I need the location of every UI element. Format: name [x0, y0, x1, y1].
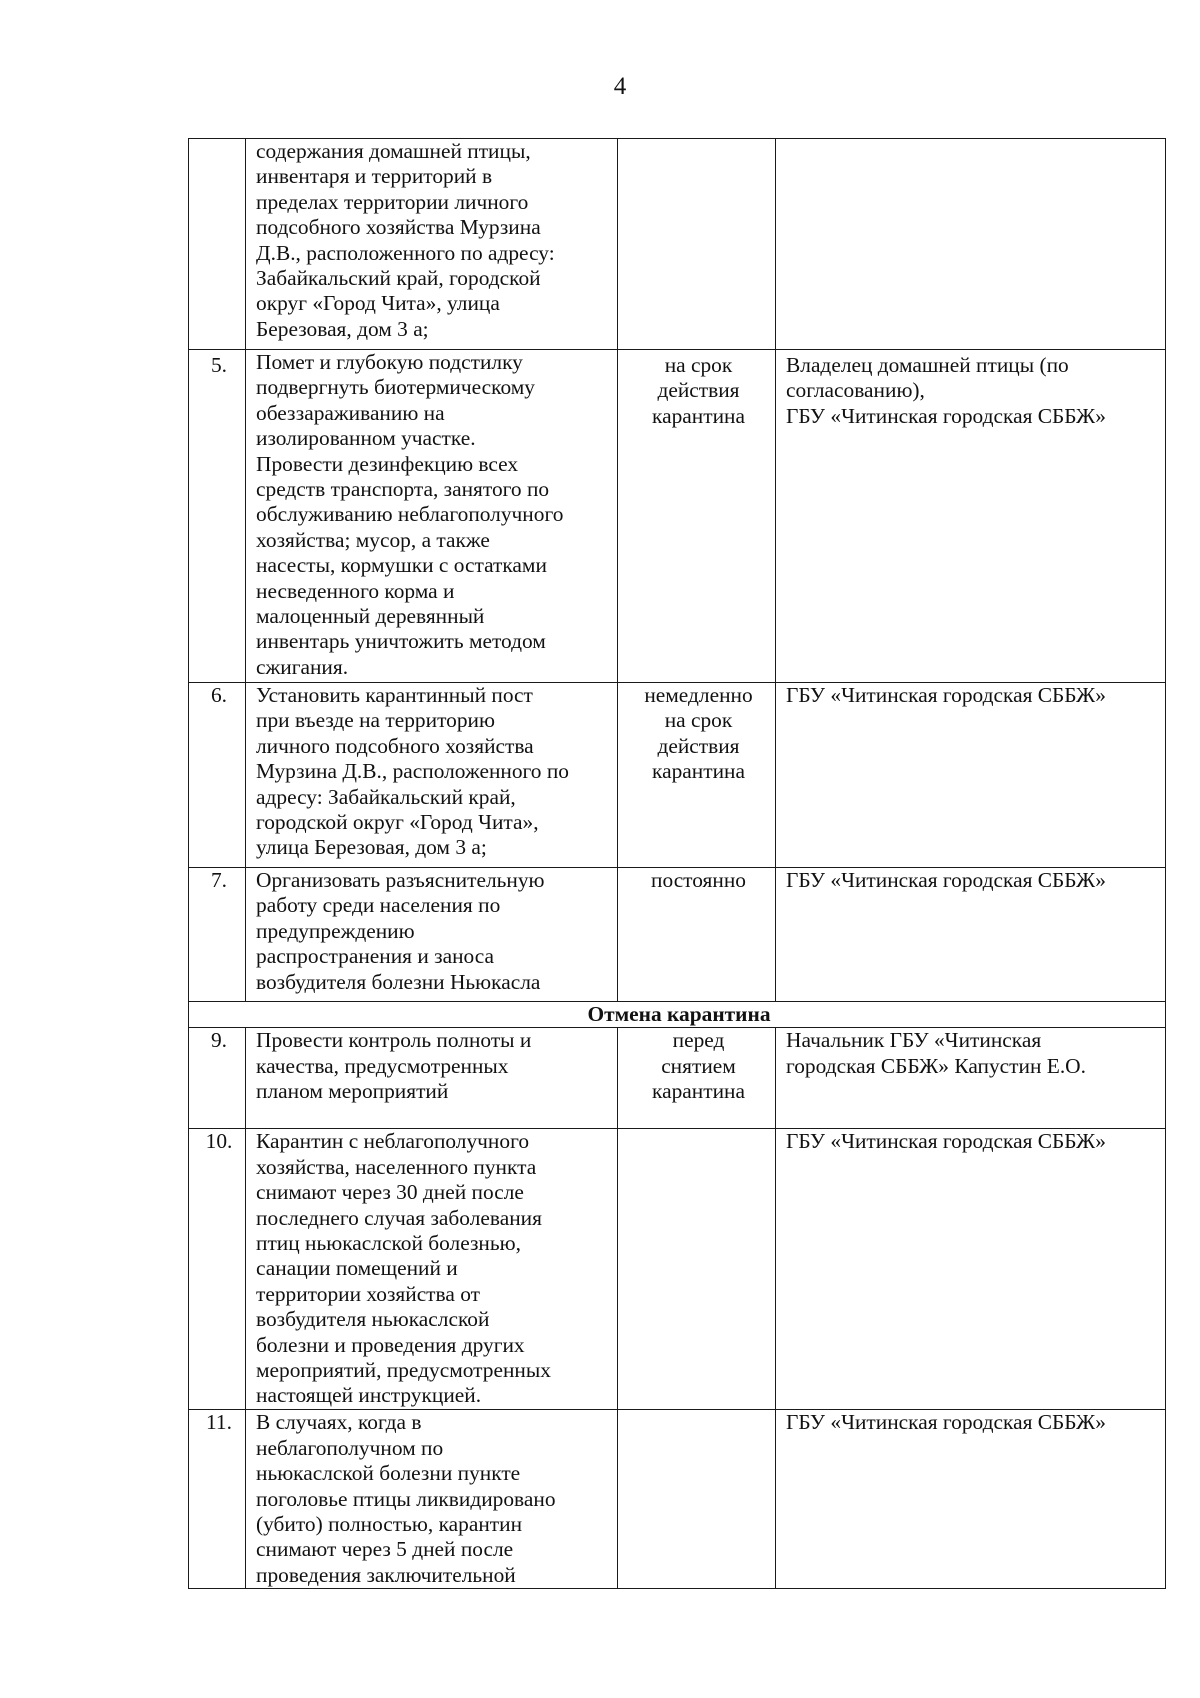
row-number: 6.	[189, 683, 246, 868]
measures-table	[188, 138, 1166, 1589]
row-action: Провести контроль полноты и качества, предусмотренных планом мероприятий	[246, 1028, 618, 1129]
row-responsible: Владелец домашней птицы (по согласованию), ГБУ «Читинская городская СББЖ»	[776, 350, 1166, 683]
row-responsible: ГБУ «Читинская городская СББЖ»	[776, 1410, 1166, 1589]
row-responsible: Начальник ГБУ «Читинская городская СББЖ» Капустин Е.О.	[776, 1028, 1166, 1129]
row-responsible	[776, 139, 1166, 350]
table-row	[189, 683, 1166, 868]
row-action: Организовать разъяснительную работу среди населения по предупреждению распространения и заноса возбудителя болезни Ньюкасла	[246, 868, 618, 1002]
table-row	[189, 1129, 1166, 1410]
row-term	[618, 1410, 776, 1589]
row-number: 10.	[189, 1129, 246, 1410]
row-number	[189, 139, 246, 350]
section-title: Отмена карантина	[189, 1002, 1166, 1028]
row-term: немедленно на срок действия карантина	[618, 683, 776, 868]
row-action: В случаях, когда в неблагополучном по ньюкаслской болезни пункте поголовье птицы ликвидировано (убито) полностью, карантин снимают через 5 дней после проведения заключительной	[246, 1410, 618, 1589]
row-number: 11.	[189, 1410, 246, 1589]
row-number: 9.	[189, 1028, 246, 1129]
row-term: перед снятием карантина	[618, 1028, 776, 1129]
table-row	[189, 1410, 1166, 1589]
row-number: 5.	[189, 350, 246, 683]
page-number: 4	[613, 73, 627, 100]
row-term	[618, 1129, 776, 1410]
table-row	[189, 139, 1166, 350]
row-number: 7.	[189, 868, 246, 1002]
row-action: Помет и глубокую подстилку подвергнуть биотермическому обеззараживанию на изолированном участке. Провести дезинфекцию всех средств транспорта, занятого по обслуживанию неблагополучного хозяйства; мусор, а также насесты, кормушки с остатками несведенного корма и малоценный деревянный инвентарь уничтожить методом сжигания.	[246, 350, 618, 683]
row-responsible: ГБУ «Читинская городская СББЖ»	[776, 683, 1166, 868]
row-action: Карантин с неблагополучного хозяйства, населенного пункта снимают через 30 дней после последнего случая заболевания птиц ньюкаслской болезнью, санации помещений и территории хозяйства от возбудителя ньюкаслской болезни и проведения других мероприятий, предусмотренных настоящей инструкцией.	[246, 1129, 618, 1410]
table-row	[189, 350, 1166, 683]
section-row	[189, 1002, 1166, 1028]
row-term	[618, 139, 776, 350]
table-row	[189, 1028, 1166, 1129]
row-term: постоянно	[618, 868, 776, 1002]
row-responsible: ГБУ «Читинская городская СББЖ»	[776, 1129, 1166, 1410]
table-row	[189, 868, 1166, 1002]
row-action: Установить карантинный пост при въезде на территорию личного подсобного хозяйства Мурзина Д.В., расположенного по адресу: Забайкальский край, городской округ «Город Чита», улица Березовая, дом 3 а;	[246, 683, 618, 868]
row-action: содержания домашней птицы, инвентаря и территорий в пределах территории личного подсобного хозяйства Мурзина Д.В., расположенного по адресу: Забайкальский край, городской округ «Город Чита», улица Березовая, дом 3 а;	[246, 139, 618, 350]
row-term: на срок действия карантина	[618, 350, 776, 683]
row-responsible: ГБУ «Читинская городская СББЖ»	[776, 868, 1166, 1002]
